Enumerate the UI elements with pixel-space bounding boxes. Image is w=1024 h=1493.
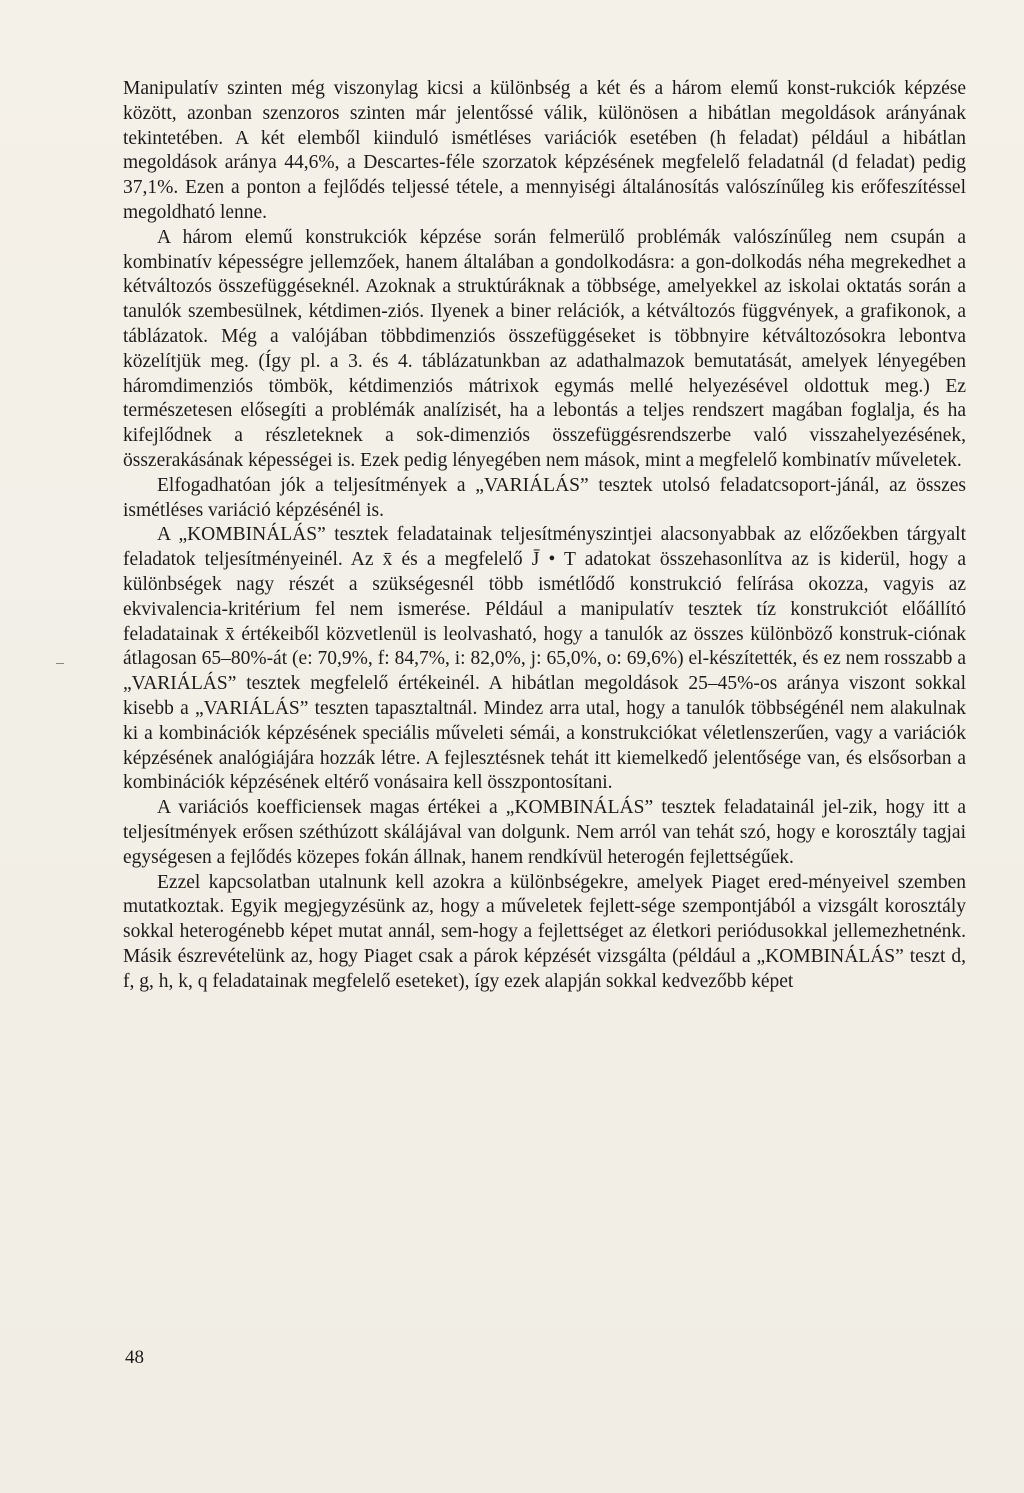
paragraph-2: A három elemű konstrukciók képzése során felmerülő problémák valószínűleg nem csupán a kombinatív képességre jellemzőek, hanem általában a gondolkodásra: a gon-dolkodás néha megrekedhet a kétváltozós összefüggéseknél. Azoknak a struktúráknak a többsége, amelyekkel az iskolai oktatás során a tanulók szembesülnek, kétdimen-ziós. Ilyenek a biner relációk, a kétváltozós függvények, a grafikonok, a táblázatok. Még a valójában többdimenziós összefüggéseket is többnyire kétváltozósokra lebontva közelítjük meg. (Így pl. a 3. és 4. táblázatunkban az adathalmazok bemutatását, amelyek lényegében háromdimenziós tömbök, kétdimenziós mátrixok egymás mellé helyezésével oldottuk meg.) Ez természetesen elősegíti a problémák analízisét, ha a lebontás a teljes rendszert magában foglalja, és ha kifejlődnek a részleteknek a sok-dimenziós összefüggésrendszerbe való visszahelyezésének, összerakásának képességei is. Ezek pedig lényegében nem mások, mint a megfelelő kombinatív műveletek. — [123, 226, 966, 471]
paragraph-4: A „KOMBINÁLÁS” tesztek feladatainak teljesítményszintjei alacsonyabbak az előzőekben tárgyalt feladatok teljesítményeinél. Az x̄ és a megfelelő J̄ • T adatokat összehasonlítva az is kiderül, hogy a különbségek nagy részét a szükségesnél több ismétlődő konstrukció felírása okozza, vagyis az ekvivalencia-kritérium fel nem ismerése. Például a manipulatív tesztek tíz konstrukciót előállító feladatainak x̄ értékeiből közvetlenül is leolvasható, hogy a tanulók az összes különböző konstruk-ciónak átlagosan 65–80%-át (e: 70,9%, f: 84,7%, i: 82,0%, j: 65,0%, o: 69,6%) el-készítették, és ez nem rosszabb a „VARIÁLÁS” tesztek megfelelő értékeinél. A hibátlan megoldások 25–45%-os aránya viszont sokkal kisebb a „VARIÁLÁS” teszten tapasztaltnál. Mindez arra utal, hogy a tanulók többségénél nem alakulnak ki a kombinációk képzésének speciális műveleti sémái, a konstrukciókat véletlenszerűen, vagy a variációk képzésének analógiájára hozzák létre. A fejlesztésnek tehát itt kiemelkedő jelentősége van, és elsősorban a kombinációk képzésének eltérő vonásaira kell összpontosítani. — [123, 524, 966, 794]
paragraph-3: Elfogadhatóan jók a teljesítmények a „VARIÁLÁS” tesztek utolsó feladatcsoport-jánál, az összes ismétléses variáció képzésénél is. — [123, 474, 966, 521]
paragraph-1: Manipulatív szinten még viszonylag kicsi a különbség a két és a három elemű konst-rukciók képzése között, azonban szenzoros szinten már jelentőssé válik, különösen a hibátlan megoldások arányának tekintetében. A két elemből kiinduló ismétléses variációk esetében (h feladat) például a hibátlan megoldások aránya 44,6%, a Descartes-féle szorzatok képzésének megfelelő feladatnál (d feladat) pedig 37,1%. Ezen a ponton a fejlődés teljessé tétele, a mennyiségi általánosítás valószínűleg kis erőfeszítéssel megoldható lenne. — [123, 78, 966, 223]
margin-mark — [56, 663, 64, 664]
page-number: 48 — [125, 1347, 144, 1368]
body-text — [123, 77, 966, 994]
paragraph-6: Ezzel kapcsolatban utalnunk kell azokra a különbségekre, amelyek Piaget ered-ményeivel szemben mutatkoztak. Egyik megjegyzésünk az, hogy a műveletek fejlett-sége szempontjából a vizsgált korosztály sokkal heterogénebb képet mutat annál, sem-hogy a fejlettséget az életkori periódusokkal jellemezhetnénk. Másik észrevételünk az, hogy Piaget csak a párok képzését vizsgálta (például a „KOMBINÁLÁS” teszt d, f, g, h, k, q feladatainak megfelelő eseteket), így ezek alapján sokkal kedvezőbb képet — [123, 871, 966, 992]
paragraph-5: A variációs koefficiensek magas értékei a „KOMBINÁLÁS” tesztek feladatainál jel-zik, hogy itt a teljesítmények erősen széthúzott skálájával van dolgunk. Nem arról van tehát szó, hogy e korosztály tagjai egységesen a fejlődés közepes fokán állnak, hanem rendkívül heterogén fejlettségűek. — [123, 797, 966, 868]
